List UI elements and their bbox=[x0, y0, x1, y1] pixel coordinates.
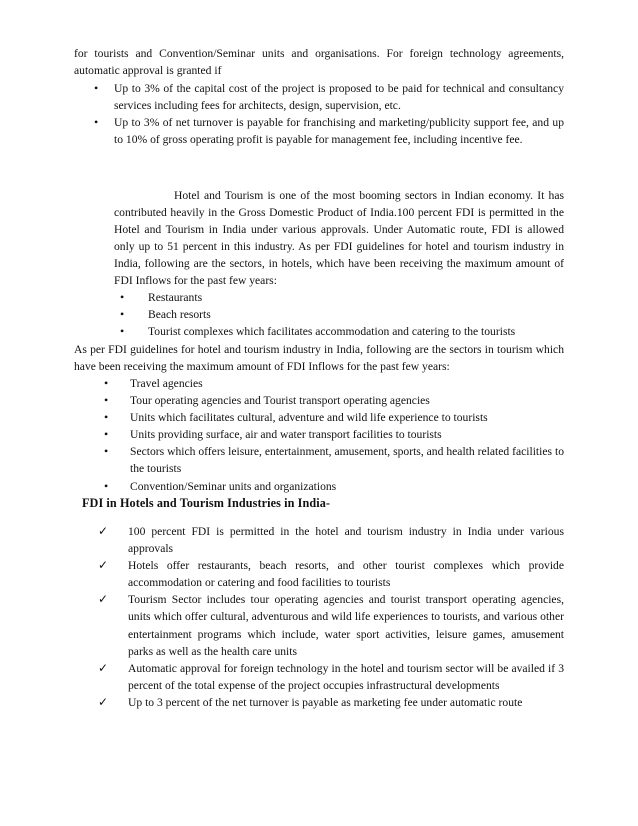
bullet-icon: • bbox=[104, 376, 109, 390]
list-item-text: Convention/Seminar units and organizations bbox=[130, 479, 337, 493]
list-item bbox=[74, 478, 564, 495]
list-item-text: Hotels offer restaurants, beach resorts, and other tourist complexes which provide accommodation or catering and food facilities to tourists bbox=[128, 559, 564, 590]
list-item bbox=[74, 323, 564, 340]
bullet-icon: • bbox=[120, 290, 125, 304]
list-item-text: Travel agencies bbox=[130, 377, 203, 390]
list-item-text: Units which facilitates cultural, adventure and wild life experience to tourists bbox=[130, 411, 488, 425]
hotel-sectors-list bbox=[74, 289, 564, 340]
list-item bbox=[74, 80, 564, 114]
tourism-paragraph: As per FDI guidelines for hotel and tourism industry in India, following are the sectors in tourism which have been receiving the maximum amount of FDI Inflows for the past few years: bbox=[74, 343, 564, 374]
bullet-icon: • bbox=[120, 307, 125, 322]
list-item bbox=[74, 392, 564, 409]
list-item-text: Up to 3% of net turnover is payable for franchising and marketing/publicity support fee, and up to 10% of gross operating profit is payable for management fee, including incentive fee. bbox=[114, 116, 564, 147]
list-item-text: Units providing surface, air and water transport facilities to tourists bbox=[130, 428, 442, 442]
list-item-text: Restaurants bbox=[148, 291, 203, 304]
bullet-icon: • bbox=[94, 115, 99, 130]
list-item bbox=[74, 694, 564, 711]
list-item-text: 100 percent FDI is permitted in the hotel and tourism industry in India under various approvals bbox=[128, 525, 564, 556]
check-icon: ✓ bbox=[98, 592, 109, 607]
list-item-text: Up to 3% of the capital cost of the project is proposed to be paid for technical and consultancy services including fees for architects, design, supervision, etc. bbox=[114, 82, 564, 113]
bullet-icon: • bbox=[104, 427, 109, 442]
section-heading: FDI in Hotels and Tourism Industries in India- bbox=[82, 496, 331, 510]
list-item-text: Tourism Sector includes tour operating agencies and tourist transport operating agencies, units which offer cultural, adventurous and wild life experiences to tourists, and various other entertainment programs which include, water sport activities, leisure games, amusement parks as well as the health care units bbox=[128, 593, 564, 658]
check-icon: ✓ bbox=[98, 524, 109, 538]
bullet-icon: • bbox=[104, 393, 109, 408]
check-icon: ✓ bbox=[98, 660, 109, 675]
list-item bbox=[74, 443, 564, 477]
bullet-icon: • bbox=[104, 444, 109, 459]
bullet-icon: • bbox=[104, 478, 109, 493]
list-item bbox=[74, 426, 564, 443]
hotel-tourism-paragraph: Hotel and Tourism is one of the most booming sectors in Indian economy. It has contributed heavily in the Gross Domestic Product of India.100 percent FDI is permitted in the Hotel and Tourism in India under various approvals. Under Automatic route, FDI is allowed only up to 51 percent in this industry. As per FDI guidelines for hotel and tourism industry in India, following are the sectors, in hotels, which have been receiving the maximum amount of FDI Inflows for the past few years: bbox=[114, 189, 564, 288]
list-item bbox=[74, 114, 564, 148]
list-item bbox=[74, 660, 564, 694]
list-item-text: Automatic approval for foreign technology in the hotel and tourism sector will be availed if 3 percent of the total expense of the project occupies infrastructural developments bbox=[128, 661, 564, 692]
list-item bbox=[74, 289, 564, 306]
list-item bbox=[74, 306, 564, 323]
list-item bbox=[74, 523, 564, 557]
check-icon: ✓ bbox=[98, 694, 109, 709]
list-item bbox=[74, 591, 564, 659]
bullet-icon: • bbox=[120, 324, 125, 339]
check-icon: ✓ bbox=[98, 558, 109, 573]
list-item-text: Up to 3 percent of the net turnover is payable as marketing fee under automatic route bbox=[128, 695, 523, 709]
intro-paragraph: for tourists and Convention/Seminar units and organisations. For foreign technology agreements, automatic approval is granted if bbox=[74, 47, 564, 78]
list-item-text: Tour operating agencies and Tourist transport operating agencies bbox=[130, 394, 430, 408]
list-item-text: Tourist complexes which facilitates accommodation and catering to the tourists bbox=[148, 325, 516, 339]
fdi-points-list bbox=[74, 523, 564, 711]
list-item bbox=[74, 557, 564, 591]
list-item-text: Beach resorts bbox=[148, 308, 211, 322]
bullet-icon: • bbox=[94, 81, 99, 95]
approval-conditions-list bbox=[74, 80, 564, 148]
tourism-sectors-list bbox=[74, 375, 564, 495]
bullet-icon: • bbox=[104, 410, 109, 425]
list-item bbox=[74, 409, 564, 426]
list-item bbox=[74, 375, 564, 392]
list-item-text: Sectors which offers leisure, entertainment, amusement, sports, and health related facilities to the tourists bbox=[130, 445, 564, 476]
